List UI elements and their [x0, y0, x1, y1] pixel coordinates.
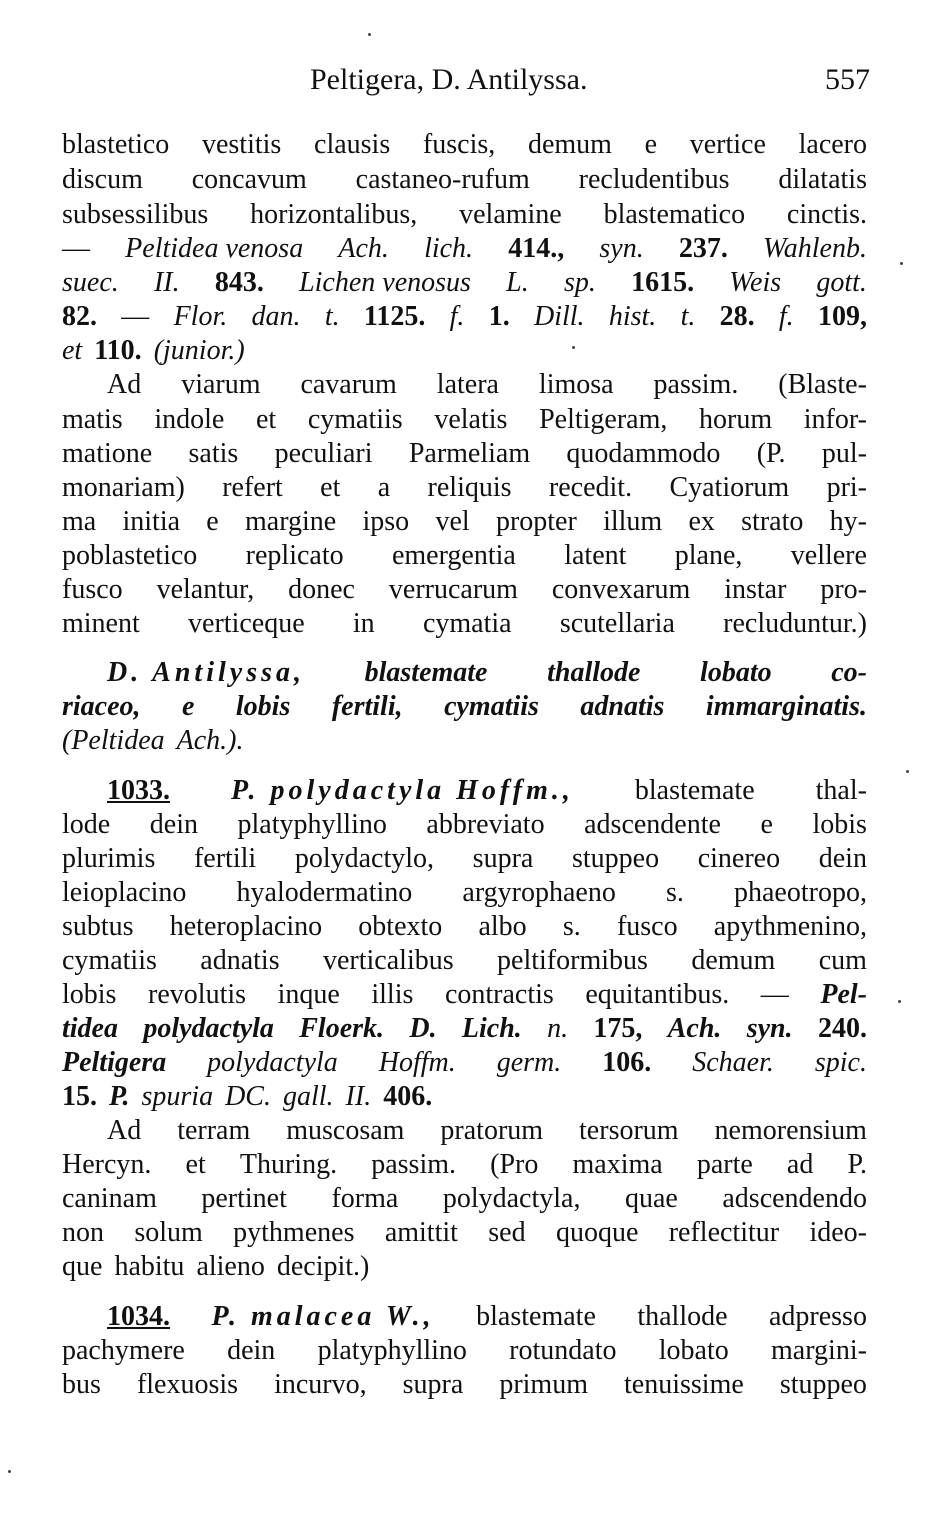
species-name: polydactyla [207, 1047, 338, 1078]
word: tersorum [579, 1115, 679, 1146]
word: peculiari [274, 438, 373, 469]
word: hist. [608, 301, 657, 332]
section-title: D. Antilyssa, [107, 657, 305, 688]
word: verticalibus [323, 945, 454, 976]
species-title: P. polydactyla Hoffm., [231, 775, 574, 806]
text-line [62, 505, 867, 539]
word: matione [62, 438, 153, 469]
text-line [62, 1080, 867, 1114]
word: leioplacino [62, 877, 187, 908]
word: pro- [820, 574, 867, 605]
word: ipso [362, 506, 410, 537]
word: reliquis [427, 472, 512, 503]
word: dilatatis [778, 164, 867, 195]
word: 106. [602, 1047, 652, 1078]
word: Parmeliam [408, 438, 531, 469]
word: propter [495, 506, 577, 537]
word: plurimis [62, 843, 156, 874]
word: cinereo [697, 843, 781, 874]
word: phaeotropo, [733, 877, 867, 908]
word: cymatiis [307, 404, 403, 435]
word: blastemate [364, 657, 488, 688]
word: pythmenes [233, 1217, 355, 1248]
word: fertili [193, 843, 257, 874]
word: ma [62, 506, 97, 537]
word: lich. [424, 233, 474, 264]
word: horizontalibus, [250, 199, 418, 230]
word: refert [222, 472, 283, 503]
word: 414., [508, 233, 565, 264]
word: velantur, [156, 574, 255, 605]
author-name: Ach.). [176, 725, 244, 756]
page-header [62, 62, 870, 102]
text-line [62, 1216, 867, 1250]
text-line [62, 539, 867, 573]
word: gott. [816, 267, 867, 298]
word: fusco [616, 911, 678, 942]
word: initia [122, 506, 181, 537]
scan-speck [8, 1470, 11, 1473]
species-name: polydactyla [143, 1013, 274, 1044]
word: subtus [62, 911, 134, 942]
word: emergentia [391, 540, 516, 571]
word: replicato [245, 540, 344, 571]
word: Hercyn. [62, 1149, 152, 1180]
word: thallode [547, 657, 641, 688]
scan-speck [898, 1000, 901, 1003]
word: lode [62, 809, 111, 840]
text-line [62, 876, 867, 910]
word: decipit.) [276, 1251, 370, 1282]
word: satis [188, 438, 239, 469]
word: illis [371, 979, 414, 1010]
word: t. [324, 301, 340, 332]
word: riaceo, [62, 691, 141, 722]
word: velamine [459, 199, 562, 230]
word: alieno [196, 1251, 265, 1282]
word: solum [134, 1217, 203, 1248]
word: sed [488, 1217, 526, 1248]
word: discum [62, 164, 143, 195]
text-line [107, 368, 867, 402]
word: Lich. [461, 1013, 522, 1044]
word: cymatia [422, 608, 512, 639]
text-line [62, 163, 867, 197]
word: dein [818, 843, 867, 874]
word: adpresso [768, 1301, 867, 1332]
author-name: Schaer. [692, 1047, 774, 1078]
word: viarum [181, 369, 261, 400]
word: apythmenino, [713, 911, 867, 942]
word: platyphyllino [237, 809, 387, 840]
word: verrucarum [388, 574, 518, 605]
word: ex [688, 506, 715, 537]
word: vel [435, 506, 470, 537]
word: dein [149, 809, 198, 840]
word: e [760, 809, 773, 840]
word: ideo- [809, 1217, 867, 1248]
word: polydactylo, [294, 843, 435, 874]
text-line [62, 842, 867, 876]
word: plane, [674, 540, 743, 571]
word: inque [277, 979, 340, 1010]
text-line [62, 1046, 867, 1080]
word: e [644, 129, 658, 160]
text-line [62, 1012, 867, 1046]
word: subsessilibus [62, 199, 209, 230]
word: et [62, 335, 83, 366]
word: spic. [814, 1047, 867, 1078]
entry-number: 1033. [107, 775, 170, 806]
author-name: Ach. [338, 233, 389, 264]
word: castaneo-rufum [355, 164, 530, 195]
text-line [107, 1300, 867, 1334]
word: indole [154, 404, 225, 435]
species-name: tidea [62, 1013, 118, 1044]
word: s. [665, 877, 684, 908]
word: P. [109, 1081, 130, 1112]
word: blastemate [476, 1301, 596, 1332]
word: fusco [62, 574, 123, 605]
word: lacero [798, 129, 867, 160]
word: (P. [756, 438, 786, 469]
word: (Blaste- [778, 369, 867, 400]
word: abbreviato [426, 809, 545, 840]
word: et [255, 404, 277, 435]
word: D. [409, 1013, 437, 1044]
text-line [62, 607, 867, 641]
word: 406. [383, 1081, 433, 1112]
word: minent [62, 608, 140, 639]
word: obtexto [358, 911, 443, 942]
word: horum [699, 404, 773, 435]
word: vellere [790, 540, 867, 571]
word: lobato [700, 657, 772, 688]
word: thallode [637, 1301, 728, 1332]
author-name: Floerk. [299, 1013, 385, 1044]
word: clausis [314, 129, 391, 160]
word: syn. [599, 233, 644, 264]
word: instar [724, 574, 787, 605]
running-head: Peltigera, D. Antilyssa. [310, 63, 588, 96]
text-line [62, 300, 867, 334]
page-number: 557 [825, 63, 870, 96]
word: f. [449, 301, 465, 332]
word: Cyatiorum [669, 472, 790, 503]
word: 240. [817, 1013, 867, 1044]
text-line [107, 774, 867, 808]
word: lobis [812, 809, 867, 840]
word: dein [227, 1335, 276, 1366]
word: stuppeo [571, 843, 660, 874]
word: poblastetico [62, 540, 198, 571]
text-line [62, 690, 867, 724]
text-line [62, 910, 867, 944]
word: Ad [107, 369, 142, 400]
word: e [206, 506, 219, 537]
word: ad [786, 1149, 814, 1180]
word: quodammodo [566, 438, 721, 469]
text-line [107, 656, 867, 690]
word: latent [564, 540, 627, 571]
word: suec. [62, 267, 119, 298]
word: immarginatis. [705, 691, 867, 722]
word: fertili, [331, 691, 403, 722]
word: parte [696, 1149, 753, 1180]
word: adnatis [200, 945, 280, 976]
word: 109, [817, 301, 867, 332]
word: n. [547, 1013, 569, 1044]
word: amittit [384, 1217, 458, 1248]
word: dan. [251, 301, 301, 332]
word: hy- [829, 506, 867, 537]
word: blastetico [62, 129, 170, 160]
word: Thuring. [239, 1149, 338, 1180]
word: lobato [658, 1335, 729, 1366]
word: rotundato [509, 1335, 617, 1366]
word: co- [831, 657, 867, 688]
word: germ. [496, 1047, 562, 1078]
word: II. [153, 267, 180, 298]
author-name: Wahlenb. [763, 233, 867, 264]
author-name: Ach. [667, 1013, 722, 1044]
text-line [62, 944, 867, 978]
species-name: Peltidea venosa [125, 233, 304, 264]
species-name: Lichen venosus [299, 267, 471, 298]
word: supra [402, 1369, 464, 1400]
word: 28. [719, 301, 755, 332]
entry-number: 1034. [107, 1301, 170, 1332]
author-name: L. [506, 267, 529, 298]
word: latera [436, 369, 499, 400]
word: terram [177, 1115, 251, 1146]
word: matis [62, 404, 123, 435]
word: incurvo, [274, 1369, 367, 1400]
word: 110. [94, 335, 142, 366]
word: recludentibus [578, 164, 730, 195]
word: 1615. [631, 267, 695, 298]
word: cinctis. [786, 199, 867, 230]
word: flexuosis [136, 1369, 239, 1400]
word: s. [562, 911, 581, 942]
word: muscosam [286, 1115, 405, 1146]
word: pachymere [62, 1335, 185, 1366]
word: argyrophaeno [462, 877, 616, 908]
word: supra [472, 843, 534, 874]
word: quoque [555, 1217, 639, 1248]
word: recedit. [548, 472, 633, 503]
word: et [185, 1149, 206, 1180]
word: in [352, 608, 375, 639]
word: nemorensium [714, 1115, 867, 1146]
word: 1. [488, 301, 510, 332]
word: contractis [444, 979, 554, 1010]
word: f. [778, 301, 794, 332]
author-name: Weis [729, 267, 782, 298]
word: monariam) [62, 472, 185, 503]
word: infor- [803, 404, 867, 435]
text-line [62, 266, 867, 300]
word: concavum [191, 164, 307, 195]
word: a [377, 472, 391, 503]
word: (junior.) [153, 335, 245, 366]
word: cymatiis [62, 945, 157, 976]
word: quae [624, 1183, 678, 1214]
word: cavarum [300, 369, 397, 400]
species-name: Pel- [820, 979, 867, 1010]
species-name: Peltigera [62, 1047, 167, 1078]
text-line [62, 198, 867, 232]
scan-speck [906, 770, 909, 773]
text-line [62, 724, 867, 758]
word: polydactyla, [442, 1183, 581, 1214]
word: tenuissime [624, 1369, 744, 1400]
word: thal- [815, 775, 867, 806]
word: que [62, 1251, 103, 1282]
word: passim. [653, 369, 739, 400]
word: adscendente [584, 809, 721, 840]
word: equitantibus. [585, 979, 730, 1010]
word: fuscis, [422, 129, 496, 160]
word: stuppeo [779, 1369, 867, 1400]
word: sp. [563, 267, 596, 298]
text-line [62, 1334, 867, 1368]
word: — [760, 979, 789, 1010]
word: primum [499, 1369, 588, 1400]
word: bus [62, 1369, 101, 1400]
text-line [62, 128, 867, 162]
word: hyalodermatino [236, 877, 413, 908]
word: 1125. [363, 301, 426, 332]
word: (Pro [490, 1149, 539, 1180]
word: pratorum [440, 1115, 544, 1146]
word: 843. [214, 267, 264, 298]
word: scutellaria [559, 608, 675, 639]
text-line [107, 1114, 867, 1148]
text-line [62, 403, 867, 437]
word: cum [818, 945, 867, 976]
author-name: Hoffm. [378, 1047, 456, 1078]
text-line [62, 1182, 867, 1216]
word: forma [331, 1183, 399, 1214]
word: t. [680, 301, 696, 332]
word: illum [603, 506, 663, 537]
scan-speck [900, 262, 903, 265]
word: maxima [572, 1149, 663, 1180]
word: lobis [235, 691, 291, 722]
word: pul- [821, 438, 867, 469]
text-line [62, 808, 867, 842]
word: limosa [538, 369, 614, 400]
scan-speck [572, 346, 575, 349]
word: convexarum [551, 574, 691, 605]
word: demum [691, 945, 776, 976]
word: lobis [62, 979, 117, 1010]
word: habitu [114, 1251, 185, 1282]
word: non [62, 1217, 104, 1248]
word: margini- [771, 1335, 867, 1366]
word: — [62, 233, 90, 264]
word: (Peltidea [62, 725, 165, 756]
word: Ad [107, 1115, 142, 1146]
word: vestitis [201, 129, 282, 160]
word: strato [741, 506, 804, 537]
text-line [62, 1368, 867, 1402]
word: platyphyllino [317, 1335, 467, 1366]
text-line [62, 1250, 867, 1284]
text-line [62, 978, 867, 1012]
text-line [62, 437, 867, 471]
word: vertice [689, 129, 766, 160]
word: 237. [678, 233, 728, 264]
word: — [121, 301, 150, 332]
scan-speck [368, 33, 371, 36]
word: revolutis [148, 979, 247, 1010]
word: Peltigeram, [539, 404, 668, 435]
word: 82. [62, 301, 97, 332]
word: donec [288, 574, 355, 605]
text-line [62, 573, 867, 607]
word: albo [478, 911, 527, 942]
word: gall. [282, 1081, 334, 1112]
word: blastemate [634, 775, 755, 806]
word: pri- [826, 472, 867, 503]
word: II. [345, 1081, 372, 1112]
word: e [182, 691, 195, 722]
author-name: Dill. [533, 301, 585, 332]
word: 175, [593, 1013, 643, 1044]
word: passim. [371, 1149, 456, 1180]
word: syn. [746, 1013, 793, 1044]
text-line [62, 1148, 867, 1182]
word: pertinet [201, 1183, 287, 1214]
word: blastematico [603, 199, 746, 230]
species-name: spuria [141, 1081, 214, 1112]
word: Flor. [173, 301, 228, 332]
word: adscendendo [722, 1183, 867, 1214]
text-line [62, 232, 867, 266]
word: demum [527, 129, 612, 160]
word: recluduntur.) [723, 608, 867, 639]
word: peltiformibus [497, 945, 648, 976]
species-title: P. malacea W., [211, 1301, 435, 1332]
word: verticeque [188, 608, 305, 639]
word: 15. [62, 1081, 97, 1112]
text-line [62, 334, 867, 368]
word: cymatiis [444, 691, 539, 722]
word: et [320, 472, 341, 503]
word: adnatis [580, 691, 665, 722]
word: heteroplacino [169, 911, 323, 942]
word: velatis [434, 404, 508, 435]
word: caninam [62, 1183, 157, 1214]
word: reflectitur [668, 1217, 780, 1248]
text-line [62, 471, 867, 505]
author-name: DC. [225, 1081, 271, 1112]
word: P. [847, 1149, 867, 1180]
word: margine [245, 506, 337, 537]
